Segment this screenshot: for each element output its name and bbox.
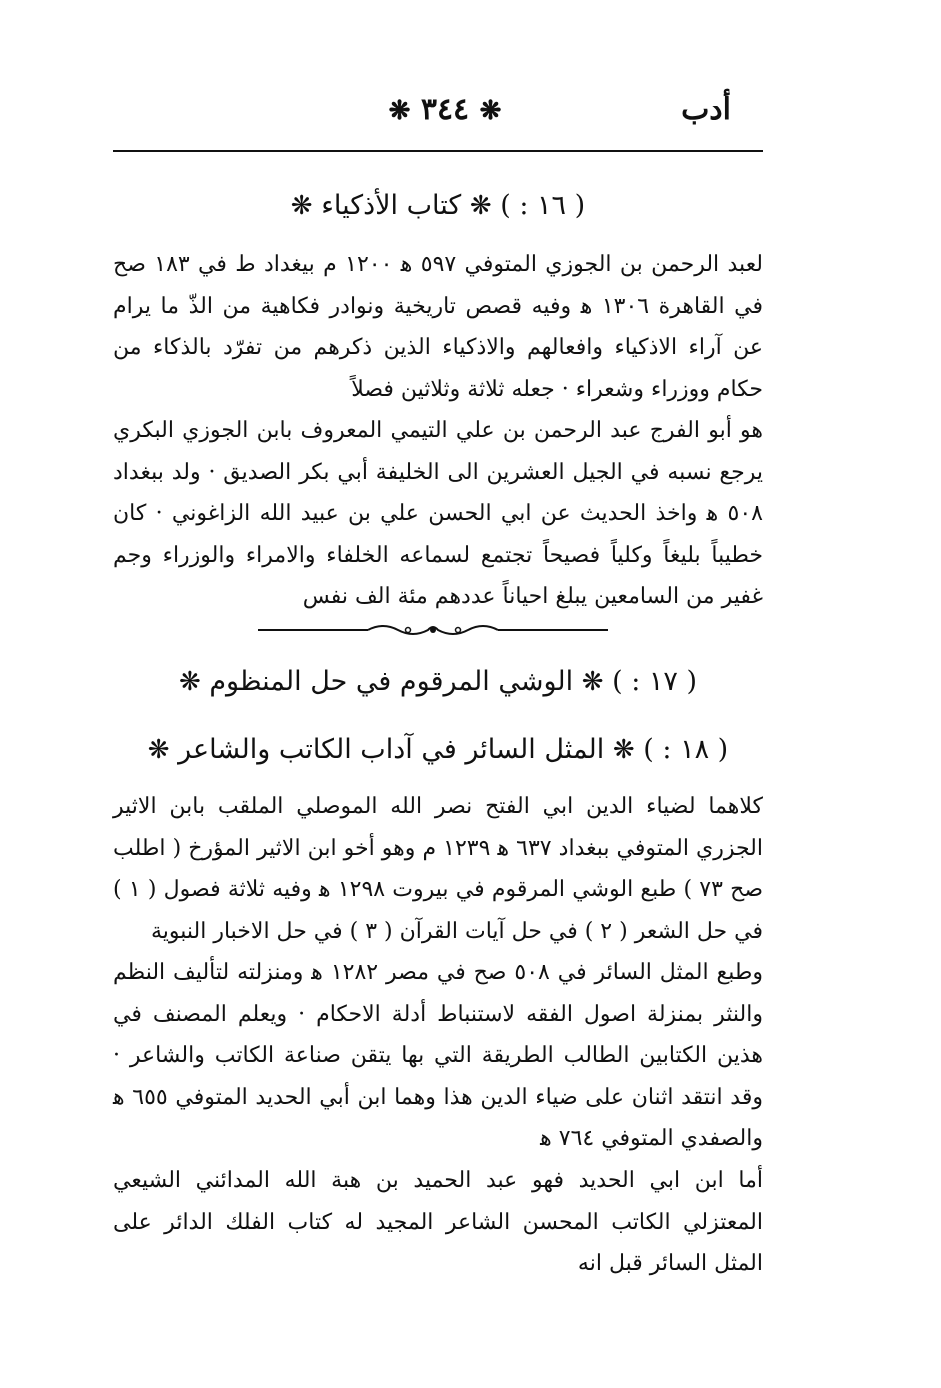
ornamental-divider [258,620,608,640]
entry-title: الوشي المرقوم في حل المنظوم [209,666,574,697]
entry-number: ( ١٧ : ) [612,666,698,697]
ornament-star-icon: ❋ [612,735,635,765]
section-heading-16 [113,186,763,226]
paragraph: أما ابن ابي الحديد فهو عبد الحميد بن هبة الله المدائني الشيعي المعتزلي الكاتب المحسن الشاعر المجيد له كتاب الفلك الدائر على المثل السائر قبل انه [113,1168,763,1276]
section-18-critic [113,1160,763,1285]
section-16-biography [113,410,763,618]
section-18-print-history [113,952,763,1160]
entry-number: ( ١٦ : ) [500,190,586,221]
section-16-body [113,244,763,410]
page-number: ٣٤٤ [420,92,470,127]
entry-title: كتاب الأذكياء [321,190,462,221]
ornament-star-icon: ❋ [581,667,604,697]
running-head: أدب [681,92,731,127]
section-18-body [113,786,763,952]
paragraph: هو أبو الفرج عبد الرحمن بن علي التيمي المعروف بابن الجوزي البكري يرجع نسبه في الجيل العشرين الى الخليفة أبي بكر الصديق · ولد ببغداد ٥٠٨ ﻫ واخذ الحديث عن ابي الحسن علي بن عبيد الله الزاغوني · كان خطيباً بليغاً وكلياً فصيحاً تجتمع لسماعه الخلفاء والامراء والوزراء وجم غفير من السامعين يبلغ احياناً عددهم مئة الف نفس [113,418,763,609]
entry-title: المثل السائر في آداب الكاتب والشاعر [178,734,605,765]
ornament-star-icon: ❋ [469,191,492,221]
ornament-star-icon: ❋ [290,191,313,221]
header-rule [113,150,763,152]
ornament-star-icon: ❋ [178,667,201,697]
section-heading-17 [113,662,763,702]
section-heading-18 [113,730,763,770]
page-number-block [380,92,510,127]
paragraph: كلاهما لضياء الدين ابي الفتح نصر الله الموصلي الملقب بابن الاثير الجزري المتوفي ببغداد ٦٣٧ ﻫ ١٢٣٩ م وهو أخو ابن الاثير المؤرخ ( اطلب صح ٧٣ ) طبع الوشي المرقوم في بيروت ١٢٩٨ ﻫ وفيه ثلاثة فصول ( ١ ) في حل الشعر ( ٢ ) في حل آيات القرآن ( ٣ ) في حل الاخبار النبوية [113,794,764,944]
ornament-star-icon: ❋ [147,735,170,765]
entry-number: ( ١٨ : ) [643,734,729,765]
ornament-star-icon: ❋ [388,96,411,126]
paragraph: لعبد الرحمن بن الجوزي المتوفي ٥٩٧ ﻫ ١٢٠٠ م بيغداد ط في ١٨٣ صح في القاهرة ١٣٠٦ ﻫ وفيه قصص تاريخية ونوادر فكاهية من الذّ ما يرام عن آراء الاذكياء وافعالهم والاذكياء الذين ذكرهم من تفرّد بالذكاء من حكام ووزراء وشعراء · جعله ثلاثة وثلاثين فصلاً [113,252,764,402]
paragraph: وطبع المثل السائر في ٥٠٨ صح في مصر ١٢٨٢ ﻫ ومنزلته لتأليف النظم والنثر بمنزلة اصول الفقه لاستنباط أدلة الاحكام · ويعلم المصنف في هذين الكتابين الطالب الطريقة التي بها يتقن صناعة الكاتب والشاعر · وقد انتقد اثنان على ضياء الدين هذا وهما ابن أبي الحديد المتوفي ٦٥٥ ﻫ والصفدي المتوفي ٧٦٤ ﻫ [113,960,763,1151]
ornament-star-icon: ❋ [479,96,502,126]
